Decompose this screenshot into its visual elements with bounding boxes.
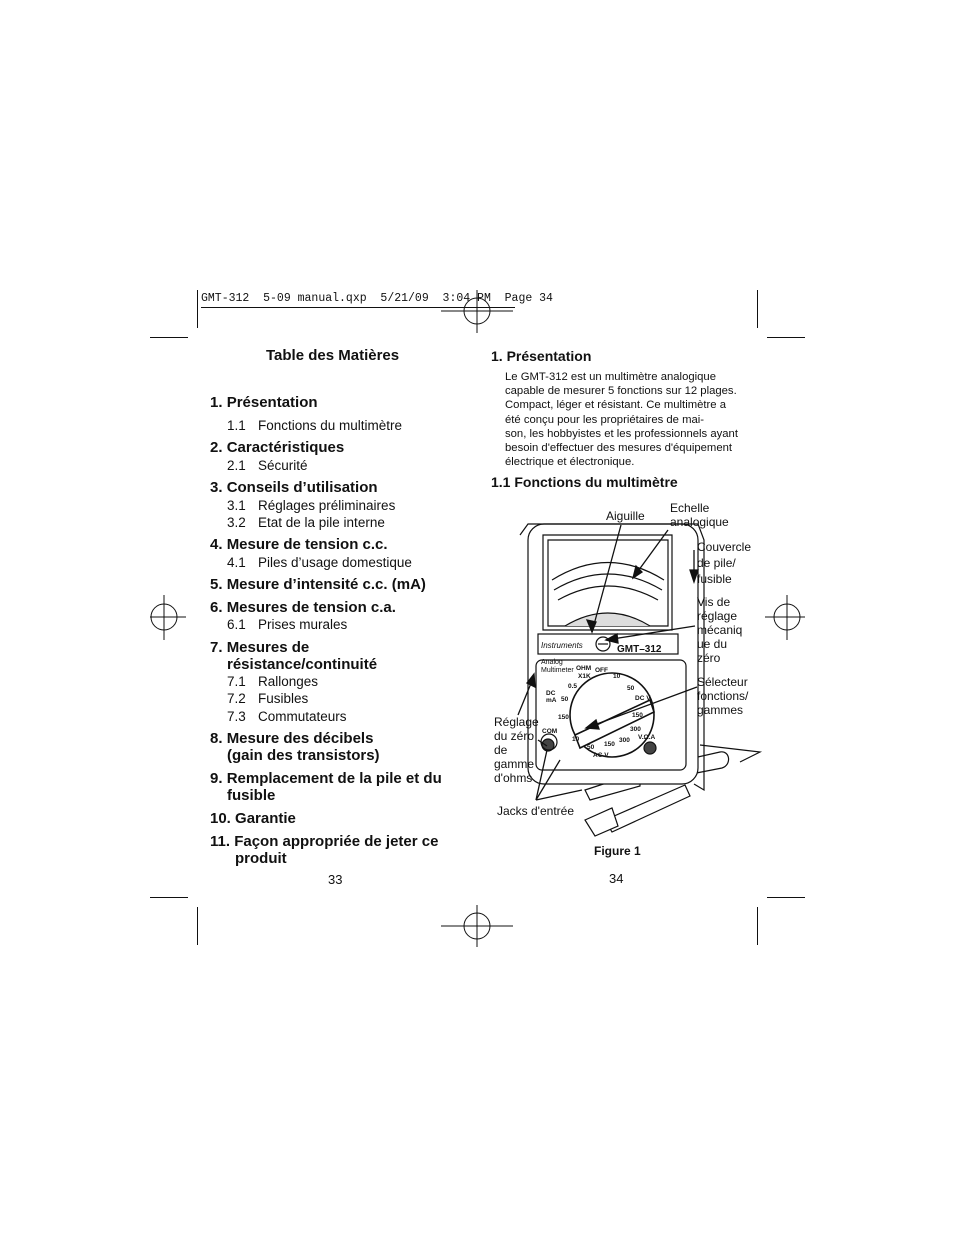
dial-10r: 10 xyxy=(613,673,621,680)
toc-title: Table des Matières xyxy=(266,347,400,364)
toc-section-9-line2: fusible xyxy=(227,787,276,804)
dial-05: 0.5 xyxy=(568,683,578,690)
toc-section-5[interactable]: 5. Mesure d’intensité c.c. (mA) xyxy=(210,576,426,593)
panel-label-2: Multimeter xyxy=(541,667,574,674)
toc-sub-4-1[interactable]: 4.1 Piles d’usage domestique xyxy=(227,555,412,570)
dial-ohm: OHM xyxy=(576,665,592,672)
label-couvercle: Couvercle de pile/ fusible xyxy=(697,540,752,586)
page-number-right: 34 xyxy=(609,871,624,886)
toc-sub-3-2[interactable]: 3.2 Etat de la pile interne xyxy=(227,515,385,530)
toc-section-10[interactable]: 10. Garantie xyxy=(210,810,296,827)
toc-section-11[interactable]: 11. Façon appropriée de jeter ce xyxy=(210,833,439,850)
dial-150r: 150 xyxy=(632,712,643,719)
toc-section-11-line2: produit xyxy=(235,850,287,867)
subsection-heading: 1.1 Fonctions du multimètre xyxy=(491,474,678,490)
label-vis: Vis de réglage mécaniq ue du zéro xyxy=(697,595,743,665)
toc-section-4[interactable]: 4. Mesure de tension c.c. xyxy=(210,536,388,553)
dial-10b: 10 xyxy=(572,736,580,743)
page-number-left: 33 xyxy=(328,872,343,887)
label-aiguille: Aiguille xyxy=(606,509,645,523)
dial-50r: 50 xyxy=(627,685,635,692)
toc-section-6[interactable]: 6. Mesures de tension c.a. xyxy=(210,599,396,616)
toc-sub-7-2[interactable]: 7.2 Fusibles xyxy=(227,691,309,706)
label-echelle: Echelle analogique xyxy=(670,501,729,529)
toc-section-1[interactable]: 1. Présentation xyxy=(210,394,318,411)
print-slug: GMT-312 5-09 manual.qxp 5/21/09 3:04 PM Page 34 xyxy=(201,292,553,305)
figure-caption: Figure 1 xyxy=(594,844,641,858)
toc-sub-2-1[interactable]: 2.1 Sécurité xyxy=(227,458,308,473)
label-selecteur: Sélecteur fonctions/ gammes xyxy=(697,675,749,717)
label-jacks: Jacks d'entrée xyxy=(497,804,574,818)
dial-dc: DC xyxy=(546,690,556,697)
toc-section-2[interactable]: 2. Caractéristiques xyxy=(210,439,345,456)
toc-section-9[interactable]: 9. Remplacement de la pile et du xyxy=(210,770,442,787)
dial-vohm: V.Ω.A xyxy=(638,734,656,741)
dial-300b: 300 xyxy=(619,737,630,744)
toc-section-8-line2: (gain des transistors) xyxy=(227,747,380,764)
section-body: Le GMT-312 est un multimètre analogique capable de mesurer 5 fonctions sur 12 plages. Compact, léger et résistant. Ce multimètre a été conçu pour les propriétaires de mai- son, les hobbyistes et les professionnels ayant besoin d'effectuer des mesures d'équipement électrique et électronique. xyxy=(505,371,738,469)
toc-section-8[interactable]: 8. Mesure des décibels xyxy=(210,730,374,747)
dial-50l: 50 xyxy=(561,696,569,703)
toc-section-7-line2: résistance/continuité xyxy=(227,656,378,673)
label-reglage: Réglage du zéro de gamme d'ohms xyxy=(494,715,539,785)
toc-section-3[interactable]: 3. Conseils d’utilisation xyxy=(210,479,378,496)
dial-ma: mA xyxy=(546,697,557,704)
toc-sub-6-1[interactable]: 6.1 Prises murales xyxy=(227,617,348,632)
dial-50b: 50 xyxy=(587,744,595,751)
dial-acv: AC V xyxy=(593,752,609,759)
dial-300r: 300 xyxy=(630,726,641,733)
dial-off: OFF xyxy=(595,667,608,674)
toc-section-7[interactable]: 7. Mesures de xyxy=(210,639,310,656)
section-heading: 1. Présentation xyxy=(491,348,592,364)
slug-rule xyxy=(201,307,515,308)
toc-sub-1-1[interactable]: 1.1 Fonctions du multimètre xyxy=(227,418,403,433)
dial-x1k: X1K xyxy=(578,673,591,680)
brand-text: Instruments xyxy=(541,641,583,650)
dial-150b: 150 xyxy=(604,741,615,748)
model-text: GMT–312 xyxy=(617,644,662,655)
toc-sub-3-1[interactable]: 3.1 Réglages préliminaires xyxy=(227,498,396,513)
toc-sub-7-1[interactable]: 7.1 Rallonges xyxy=(227,674,319,689)
panel-label-1: Analog xyxy=(541,659,563,666)
dial-dcv: DC V xyxy=(635,695,651,702)
toc-sub-7-3[interactable]: 7.3 Commutateurs xyxy=(227,709,347,724)
dial-com: COM xyxy=(542,728,558,735)
dial-150l: 150 xyxy=(558,714,569,721)
